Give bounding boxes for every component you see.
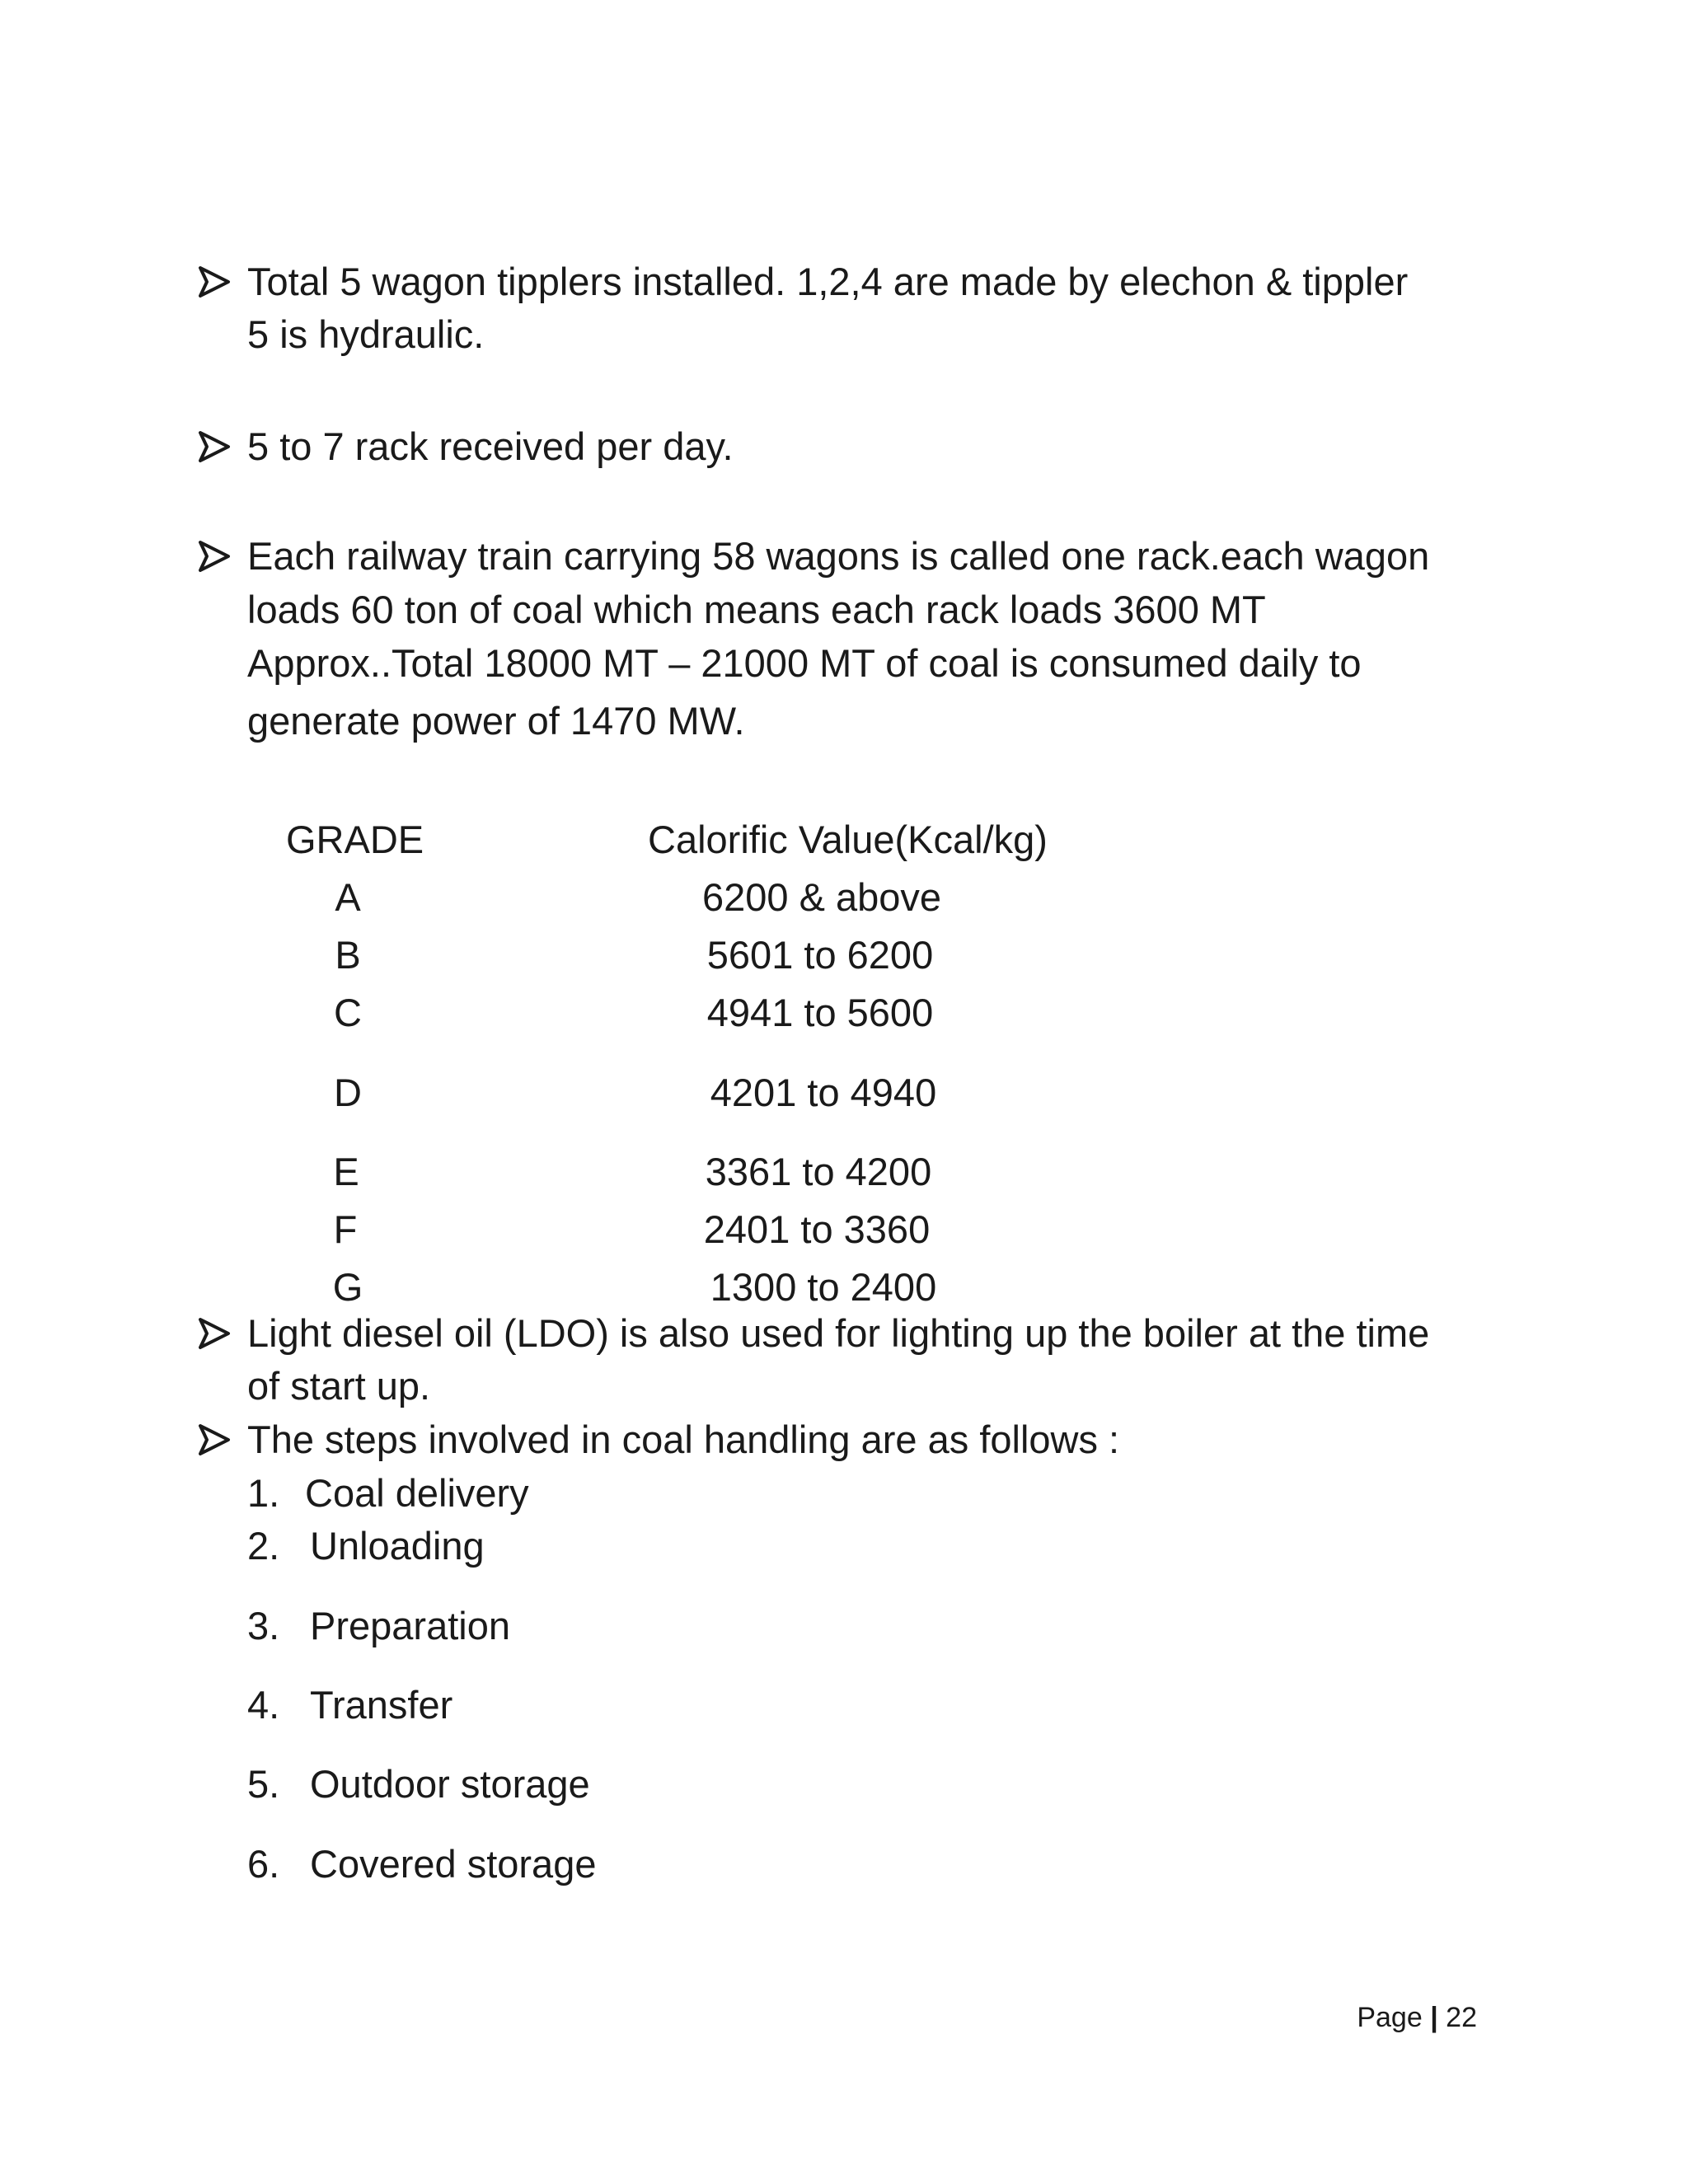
- calorific-value-cell: 5601 to 6200: [706, 933, 934, 977]
- list-item-number: 6.: [247, 1842, 280, 1886]
- list-item-number: 3.: [247, 1604, 280, 1647]
- bullet-4-line-1: Light diesel oil (LDO) is also used for lighting up the boiler at the time: [247, 1311, 1430, 1355]
- list-item: Transfer: [310, 1683, 453, 1727]
- calorific-value-cell: 2401 to 3360: [703, 1207, 931, 1251]
- arrowhead-bullet-icon: [198, 540, 231, 573]
- bullet-3-line-3: Approx..Total 18000 MT – 21000 MT of coal is consumed daily to: [247, 641, 1362, 685]
- arrowhead-bullet-icon: [198, 265, 231, 298]
- calorific-value-cell: 1300 to 2400: [710, 1265, 937, 1309]
- page-separator: |: [1430, 2002, 1438, 2033]
- list-item-number: 5.: [247, 1762, 280, 1806]
- bullet-3-line-1: Each railway train carrying 58 wagons is called one rack.each wagon: [247, 534, 1430, 578]
- grade-cell: G: [332, 1265, 363, 1309]
- list-item: Coal delivery: [305, 1471, 529, 1515]
- calorific-value-cell: 3361 to 4200: [705, 1150, 932, 1193]
- list-item: Covered storage: [310, 1842, 597, 1886]
- bullet-1-line-2: 5 is hydraulic.: [247, 312, 485, 356]
- page-footer: [1357, 2001, 1477, 2034]
- grade-cell: E: [333, 1150, 359, 1193]
- arrowhead-bullet-icon: [198, 1423, 231, 1456]
- calorific-value-cell: 4941 to 5600: [706, 991, 934, 1034]
- bullet-4-line-2: of start up.: [247, 1364, 431, 1408]
- list-item-number: 2.: [247, 1524, 280, 1568]
- grade-cell: C: [334, 991, 362, 1034]
- list-item: Preparation: [310, 1604, 510, 1647]
- page-label: Page: [1357, 2002, 1423, 2033]
- grade-cell: A: [335, 875, 361, 919]
- bullet-3-line-2: loads 60 ton of coal which means each rack loads 3600 MT: [247, 588, 1266, 631]
- list-item: Outdoor storage: [310, 1762, 590, 1806]
- bullet-5-line-1: The steps involved in coal handling are as follows :: [247, 1418, 1120, 1461]
- list-item: Unloading: [310, 1524, 485, 1568]
- arrowhead-bullet-icon: [198, 1317, 231, 1350]
- grade-cell: D: [334, 1071, 362, 1114]
- grade-cell: B: [335, 933, 361, 977]
- bullet-3-line-4: generate power of 1470 MW.: [247, 699, 745, 743]
- calorific-value-cell: 4201 to 4940: [710, 1071, 937, 1114]
- arrowhead-bullet-icon: [198, 430, 231, 463]
- grade-cell: F: [333, 1207, 358, 1251]
- grade-column-header: GRADE: [286, 818, 424, 861]
- list-item-number: 4.: [247, 1683, 280, 1727]
- bullet-2-line-1: 5 to 7 rack received per day.: [247, 424, 734, 468]
- bullet-1-line-1: Total 5 wagon tipplers installed. 1,2,4 are made by elechon & tippler: [247, 260, 1409, 303]
- page-number: 22: [1446, 2002, 1477, 2033]
- calorific-value-column-header: Calorific Value(Kcal/kg): [648, 818, 1048, 861]
- calorific-value-cell: 6200 & above: [701, 875, 942, 919]
- list-item-number: 1.: [247, 1471, 280, 1515]
